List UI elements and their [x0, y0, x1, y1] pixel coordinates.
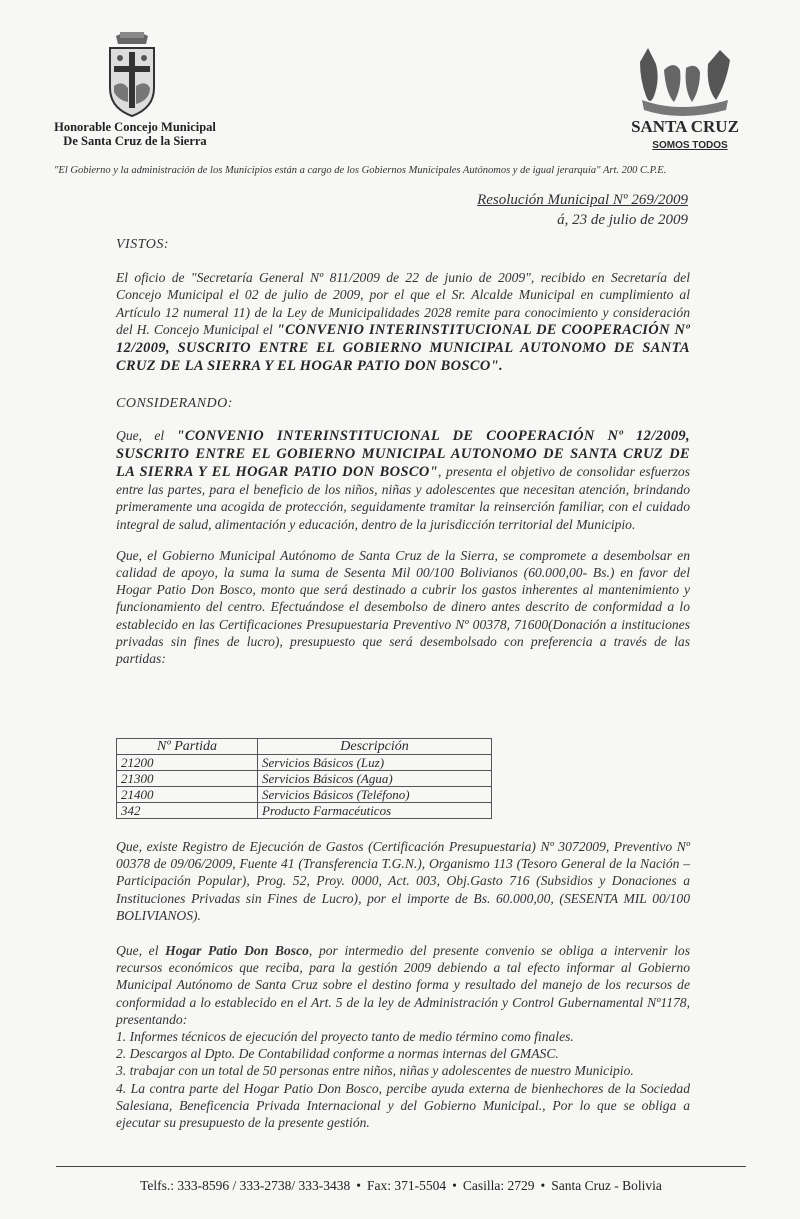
table-cell-partida: 342: [117, 803, 258, 819]
table-cell-partida: 21400: [117, 787, 258, 803]
footer-box: Casilla: 2729: [462, 1178, 535, 1193]
table-cell-descripcion: Producto Farmacéuticos: [258, 803, 492, 819]
footer-bullet-icon: •: [540, 1178, 546, 1193]
resolution-date: á, 23 de julio de 2009: [557, 212, 688, 228]
vistos-paragraph: [116, 269, 690, 375]
considerando-paragraph-1: [116, 427, 690, 533]
list-item: 3. trabajar con un total de 50 personas entre niños, niñas y adolescentes de nuestro Municipio.: [116, 1063, 634, 1079]
table-cell-descripcion: Servicios Básicos (Agua): [258, 771, 492, 787]
p4-prefix: Que, el: [116, 943, 166, 959]
council-line-1: Honorable Concejo Municipal: [54, 120, 216, 134]
constitution-quote: "El Gobierno y la administración de los Municipios están a cargo de los Gobiernos Municipales Autónomos y de igual jerarquía" Art. 200 C.P.E.: [54, 165, 667, 176]
council-line-2: De Santa Cruz de la Sierra: [63, 134, 207, 148]
footer-divider: [56, 1166, 746, 1167]
table-row: [117, 803, 492, 819]
p1-prefix: Que, el: [116, 427, 177, 443]
obligations-list: [116, 1028, 690, 1131]
table-row: [117, 787, 492, 803]
p1-convenio-title: "CONVENIO INTERINSTITUCIONAL DE COOPERACIÓN Nº 12/2009, SUSCRITO ENTRE EL GOBIERNO MUNICIPAL AUTONOMO DE SANTA CRUZ DE LA SIERRA Y EL HOGAR PATIO DON BOSCO": [116, 427, 691, 481]
vistos-convenio-title: "CONVENIO INTERINSTITUCIONAL DE COOPERACIÓN Nº 12/2009, SUSCRITO ENTRE EL GOBIERNO MUNICIPAL AUTONOMO DE SANTA CRUZ DE LA SIERRA Y EL HOGAR PATIO DON BOSCO".: [116, 321, 690, 375]
p4-text: , por intermedio del presente convenio se obliga a intervenir los recursos económicos que reciba, para la gestión 2009 debiendo a tal efecto informar al Gobierno Municipal Autónomo de Santa Cruz sobre el destino forma y resultado del manejo de los recursos de conformidad a lo establecido en el Art. 5 de la ley de Administración y Control Gubernamental Nº1178, presentando:: [116, 943, 691, 1027]
list-item: 2. Descargos al Dpto. De Contabilidad conforme a normas internas del GMASC.: [116, 1046, 559, 1062]
resolution-number: Resolución Municipal Nº 269/2009: [477, 192, 688, 208]
considerando-paragraph-3: Que, existe Registro de Ejecución de Gastos (Certificación Presupuestaria) Nº 3072009, Preventivo Nº 00378 de 09/06/2009, Fuente 41 (Transferencia T.G.N.), Organismo 113 (Tesoro General de la Nación – Participación Popular), Prog. 52, Proy. 0000, Act. 003, Obj.Gasto 716 (Subsidios y Donaciones a Instituciones Privadas sin Fines de Lucro), por el importe de Bs. 60.000,00, (SESENTA MIL 00/100 BOLIVIANOS).: [116, 839, 690, 923]
partidas-table-wrap: [0, 726, 800, 819]
p4-hogar-name: Hogar Patio Don Bosco: [165, 943, 309, 959]
logo-word-1: SANTA CRUZ: [631, 117, 739, 136]
table-cell-descripcion: Servicios Básicos (Teléfono): [258, 787, 492, 803]
list-item: 1. Informes técnicos de ejecución del proyecto tanto de medio término como finales.: [116, 1029, 574, 1045]
table-header-descripcion: Descripción: [258, 739, 492, 755]
resolution-block: [477, 190, 688, 230]
p1-text: , presenta el objetivo de consolidar esfuerzos entre las partes, para el beneficio de los niños, niñas y adolescentes que necesitan atención, brindando primeramente una acogida de protección, seguidamente tramitar la reinserción familiar, con el cuidado integral de salud, alimentación y educación, dentro de la jurisdicción territorial del Municipio.: [116, 464, 690, 532]
table-row: [117, 771, 492, 787]
footer-phones: Telfs.: 333-8596 / 333-2738/ 333-3438: [140, 1178, 351, 1193]
footer-city: Santa Cruz - Bolivia: [551, 1178, 662, 1193]
logo-word-2: SOMOS TODOS: [652, 140, 728, 151]
table-cell-partida: 21300: [117, 771, 258, 787]
table-header-partida: Nº Partida: [117, 739, 258, 755]
vistos-text: El oficio de "Secretaría General Nº 811/2009 de 22 de junio de 2009", recibido en Secretaría del Concejo Municipal el 02 de julio de 2009, por el que el Sr. Alcalde Municipal en cumplimiento al Artículo 12 numeral 11) de la Ley de Municipalidades 2028 remite para conocimiento y consideración del H. Concejo Municipal el: [116, 270, 690, 337]
considerando-paragraph-2: Que, el Gobierno Municipal Autónomo de Santa Cruz de la Sierra, se compromete a desembolsar en calidad de apoyo, la suma la suma de Sesenta Mil 00/100 Bolivianos (60.000,00- Bs.) en favor del Hogar Patio Don Bosco, monto que será destinado a cubrir los gastos inherentes al mantenimiento y funcionamiento del centro. Efectuándose el desembolso de dinero antes descrito de conformidad a lo establecido en las Certificaciones Presupuestaria Preventivo Nº 00378, 71600(Donación a instituciones privadas sin fines de lucro), presupuesto que será desembolsado con preferencia a través de las partidas:: [116, 547, 690, 667]
footer-fax: Fax: 371-5504: [367, 1178, 447, 1193]
coat-of-arms-icon: [104, 30, 160, 118]
footer-bullet-icon: •: [452, 1178, 457, 1193]
footer-bullet-icon: •: [356, 1178, 362, 1193]
list-item: 4. La contra parte del Hogar Patio Don Bosco, percibe ayuda externa de bienhechores de la Sociedad Salesiana, Beneficencia Privada Internacional y del Gobierno Municipal., Por lo que se obliga a ejecutar su presupuesto de la presente gestión.: [116, 1080, 690, 1131]
table-row: [117, 755, 492, 771]
considerando-heading: CONSIDERANDO:: [116, 396, 233, 412]
document-body: [116, 236, 690, 667]
council-name: [40, 120, 230, 148]
table-cell-descripcion: Servicios Básicos (Luz): [258, 755, 492, 771]
footer-contact: [56, 1178, 746, 1194]
partidas-table: [116, 738, 492, 819]
vistos-heading: VISTOS:: [116, 237, 170, 252]
document-body-continued: [116, 838, 690, 1131]
considerando-paragraph-4: [116, 942, 690, 1028]
santa-cruz-logo: [620, 40, 750, 155]
table-header-row: [117, 739, 492, 755]
table-cell-partida: 21200: [117, 755, 258, 771]
